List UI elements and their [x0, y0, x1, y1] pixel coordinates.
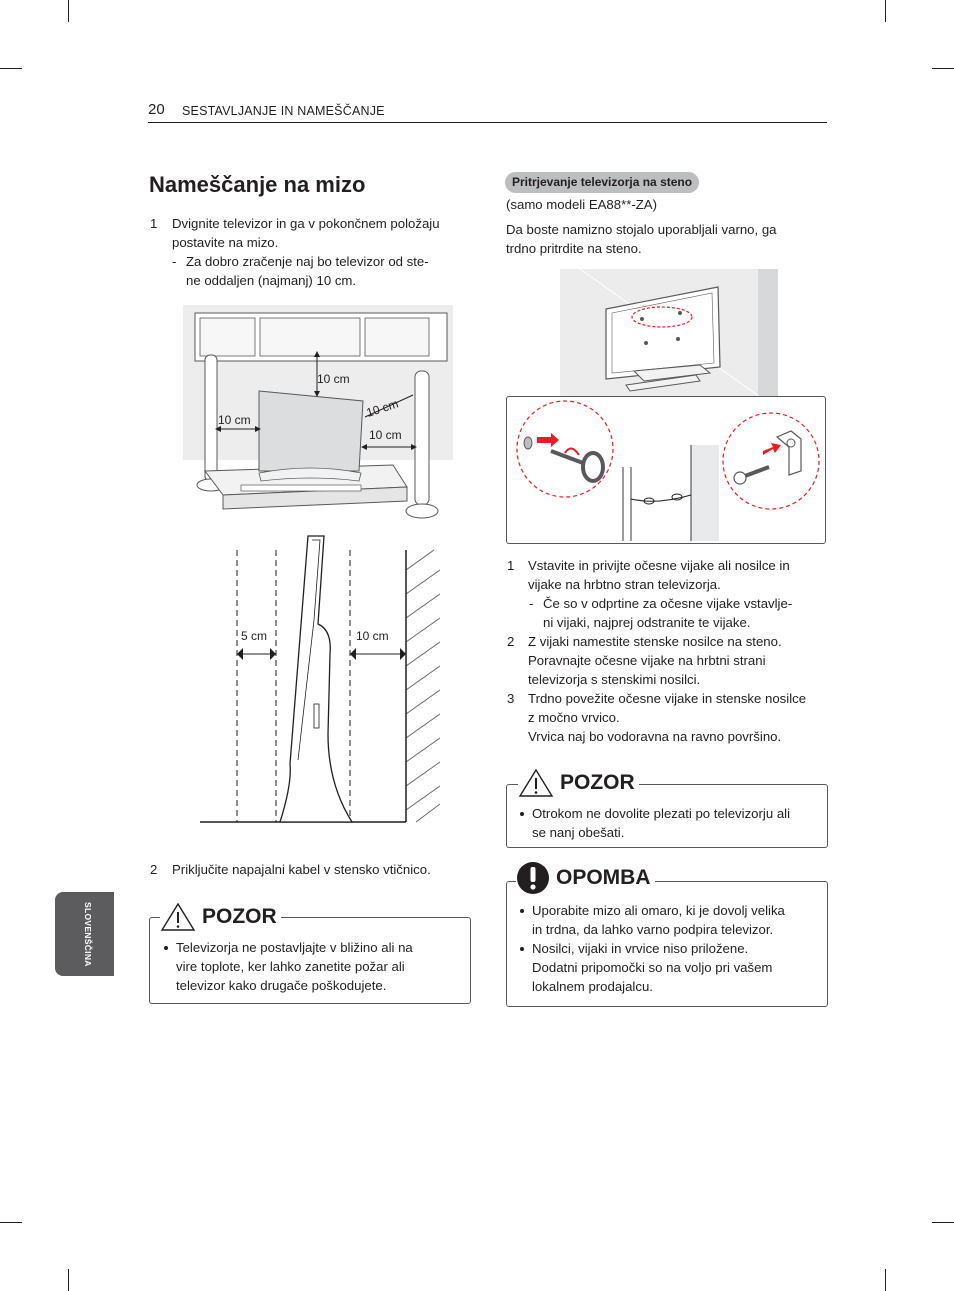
speaker-left [205, 355, 217, 481]
step1-line1: Dvignite televizor in ga v pokončnem položaju [172, 216, 440, 231]
section-title: SESTAVLJANJE IN NAMEŠČANJE [182, 104, 385, 118]
caution-label: POZOR [202, 905, 277, 928]
step-number: 1 [150, 216, 158, 231]
list-item [162, 938, 462, 995]
step-line: Če so v odprtine za očesne vijake vstavlje- [543, 596, 793, 611]
models-note: (samo modeli EA88**-ZA) [506, 197, 657, 212]
step-line: Trdno povežite očesne vijake in stenske nosilce [528, 691, 807, 706]
side-wall [758, 269, 778, 397]
caution-line: televizor kako drugače poškodujete. [176, 978, 387, 993]
note-line: Dodatni pripomočki so na voljo pri vašem [532, 960, 773, 975]
tv-port [314, 704, 319, 728]
arrow-head [270, 648, 276, 660]
step-line: Vstavite in privijte očesne vijake ali nosilce in [528, 558, 790, 573]
cabinet-door [200, 318, 255, 356]
step-line: Poravnajte očesne vijake na hrbtni strani [528, 653, 766, 668]
warning-icon [160, 902, 196, 932]
step-line: vijake na hrbtno stran televizorja. [528, 577, 721, 592]
subsection-heading: Pritrjevanje televizorja na steno [505, 172, 699, 193]
step1-sub-line1: Za dobro zračenje naj bo televizor od ste- [186, 254, 429, 269]
caution-line: se nanj obešati. [532, 825, 625, 840]
caution-line: Televizorja ne postavljajte v bližino ali na [176, 940, 413, 955]
screw-hole [676, 337, 680, 341]
cabinet-door [260, 318, 360, 356]
exclamation-icon [516, 861, 550, 895]
eye-bolt-callout [517, 401, 613, 497]
arrow-head [400, 648, 406, 660]
page-number: 20 [148, 101, 165, 118]
note-line: Uporabite mizo ali omaro, ki je dovolj velika [532, 903, 785, 918]
dimension-label: 10 cm [369, 428, 402, 442]
page-title: Nameščanje na mizo [149, 172, 366, 197]
note-line: in trdna, da lahko varno podpira televizor. [532, 922, 774, 937]
speaker-right [415, 371, 429, 505]
warning-icon [518, 768, 554, 798]
arrow-head [237, 648, 243, 660]
crop-mark [68, 1269, 69, 1291]
caution-heading [160, 900, 281, 934]
step-number: 2 [507, 634, 515, 649]
caution-list [162, 938, 462, 995]
step-line: Z vijaki namestite stenske nosilce na steno. [528, 634, 782, 649]
side-clearance-figure [200, 534, 440, 834]
screw-hole [640, 317, 644, 321]
step-line: z močno vrvico. [528, 710, 620, 725]
crop-mark [0, 68, 22, 69]
crop-mark [932, 68, 954, 69]
bracket-hole [787, 439, 795, 447]
intro-line: trdno pritrdite na steno. [506, 241, 642, 256]
crop-mark [932, 1222, 954, 1223]
note-list [518, 901, 818, 996]
crop-mark [885, 1269, 886, 1291]
tv-screen [259, 391, 363, 471]
crop-mark [885, 0, 886, 22]
caution-list [518, 804, 818, 842]
step-number: 2 [150, 862, 158, 877]
list-item [518, 901, 818, 939]
list-item [518, 939, 818, 996]
screw-head [734, 472, 746, 484]
caution-label: POZOR [560, 771, 635, 794]
dimension-label: 10 cm [364, 396, 401, 420]
hardware-figure [507, 397, 823, 541]
wall-panel [691, 445, 719, 541]
dimension-label: 10 cm [218, 413, 251, 427]
table-placement-figure [183, 305, 453, 525]
list-item [518, 804, 818, 842]
screw-hole [678, 311, 682, 315]
step-number: 1 [507, 558, 515, 573]
step1-sub-line2: ne oddaljen (najmanj) 10 cm. [186, 273, 357, 288]
screw-hole [524, 437, 532, 449]
language-tab [55, 892, 114, 976]
step2-text: Priključite napajalni kabel v stensko vtičnico. [172, 862, 431, 877]
header-rule [148, 122, 827, 123]
arrow-head [350, 648, 356, 660]
dimension-label: 10 cm [356, 629, 389, 643]
step-number: 3 [507, 691, 515, 706]
cabinet-door [365, 318, 429, 356]
crop-mark [68, 0, 69, 22]
crop-mark [0, 1222, 22, 1223]
speaker-right-base [406, 504, 438, 518]
note-label: OPOMBA [556, 866, 651, 889]
note-line: lokalnem prodajalcu. [532, 979, 653, 994]
intro-line: Da boste namizno stojalo uporabljali varno, ga [506, 222, 777, 237]
step1-sub-dash: - [172, 254, 177, 269]
step-line: ni vijaki, najprej odstranite te vijake. [543, 615, 751, 630]
screw-hole [644, 341, 648, 345]
caution-heading [518, 766, 639, 800]
step-dash: - [529, 596, 534, 611]
table-slot [241, 485, 361, 491]
note-line: Nosilci, vijaki in vrvice niso priložene. [532, 941, 749, 956]
step-line: televizorja s stenskimi nosilci. [528, 672, 701, 687]
language-tab-label: SLOVENŠČINA [83, 901, 93, 967]
wall-mount-figure [560, 269, 778, 397]
note-heading [516, 859, 655, 897]
bracket-callout [723, 413, 819, 509]
caution-line: Otrokom ne dovolite plezati po televizorju ali [532, 806, 791, 821]
cord-knot [672, 494, 682, 500]
caution-line: vire toplote, ker lahko zanetite požar ali [176, 959, 405, 974]
step1-line2: postavite na mizo. [172, 235, 279, 250]
dimension-label: 5 cm [241, 629, 268, 643]
step-line: Vrvica naj bo vodoravna na ravno površino. [528, 729, 782, 744]
tv-profile [280, 536, 352, 822]
dimension-label: 10 cm [317, 372, 350, 386]
